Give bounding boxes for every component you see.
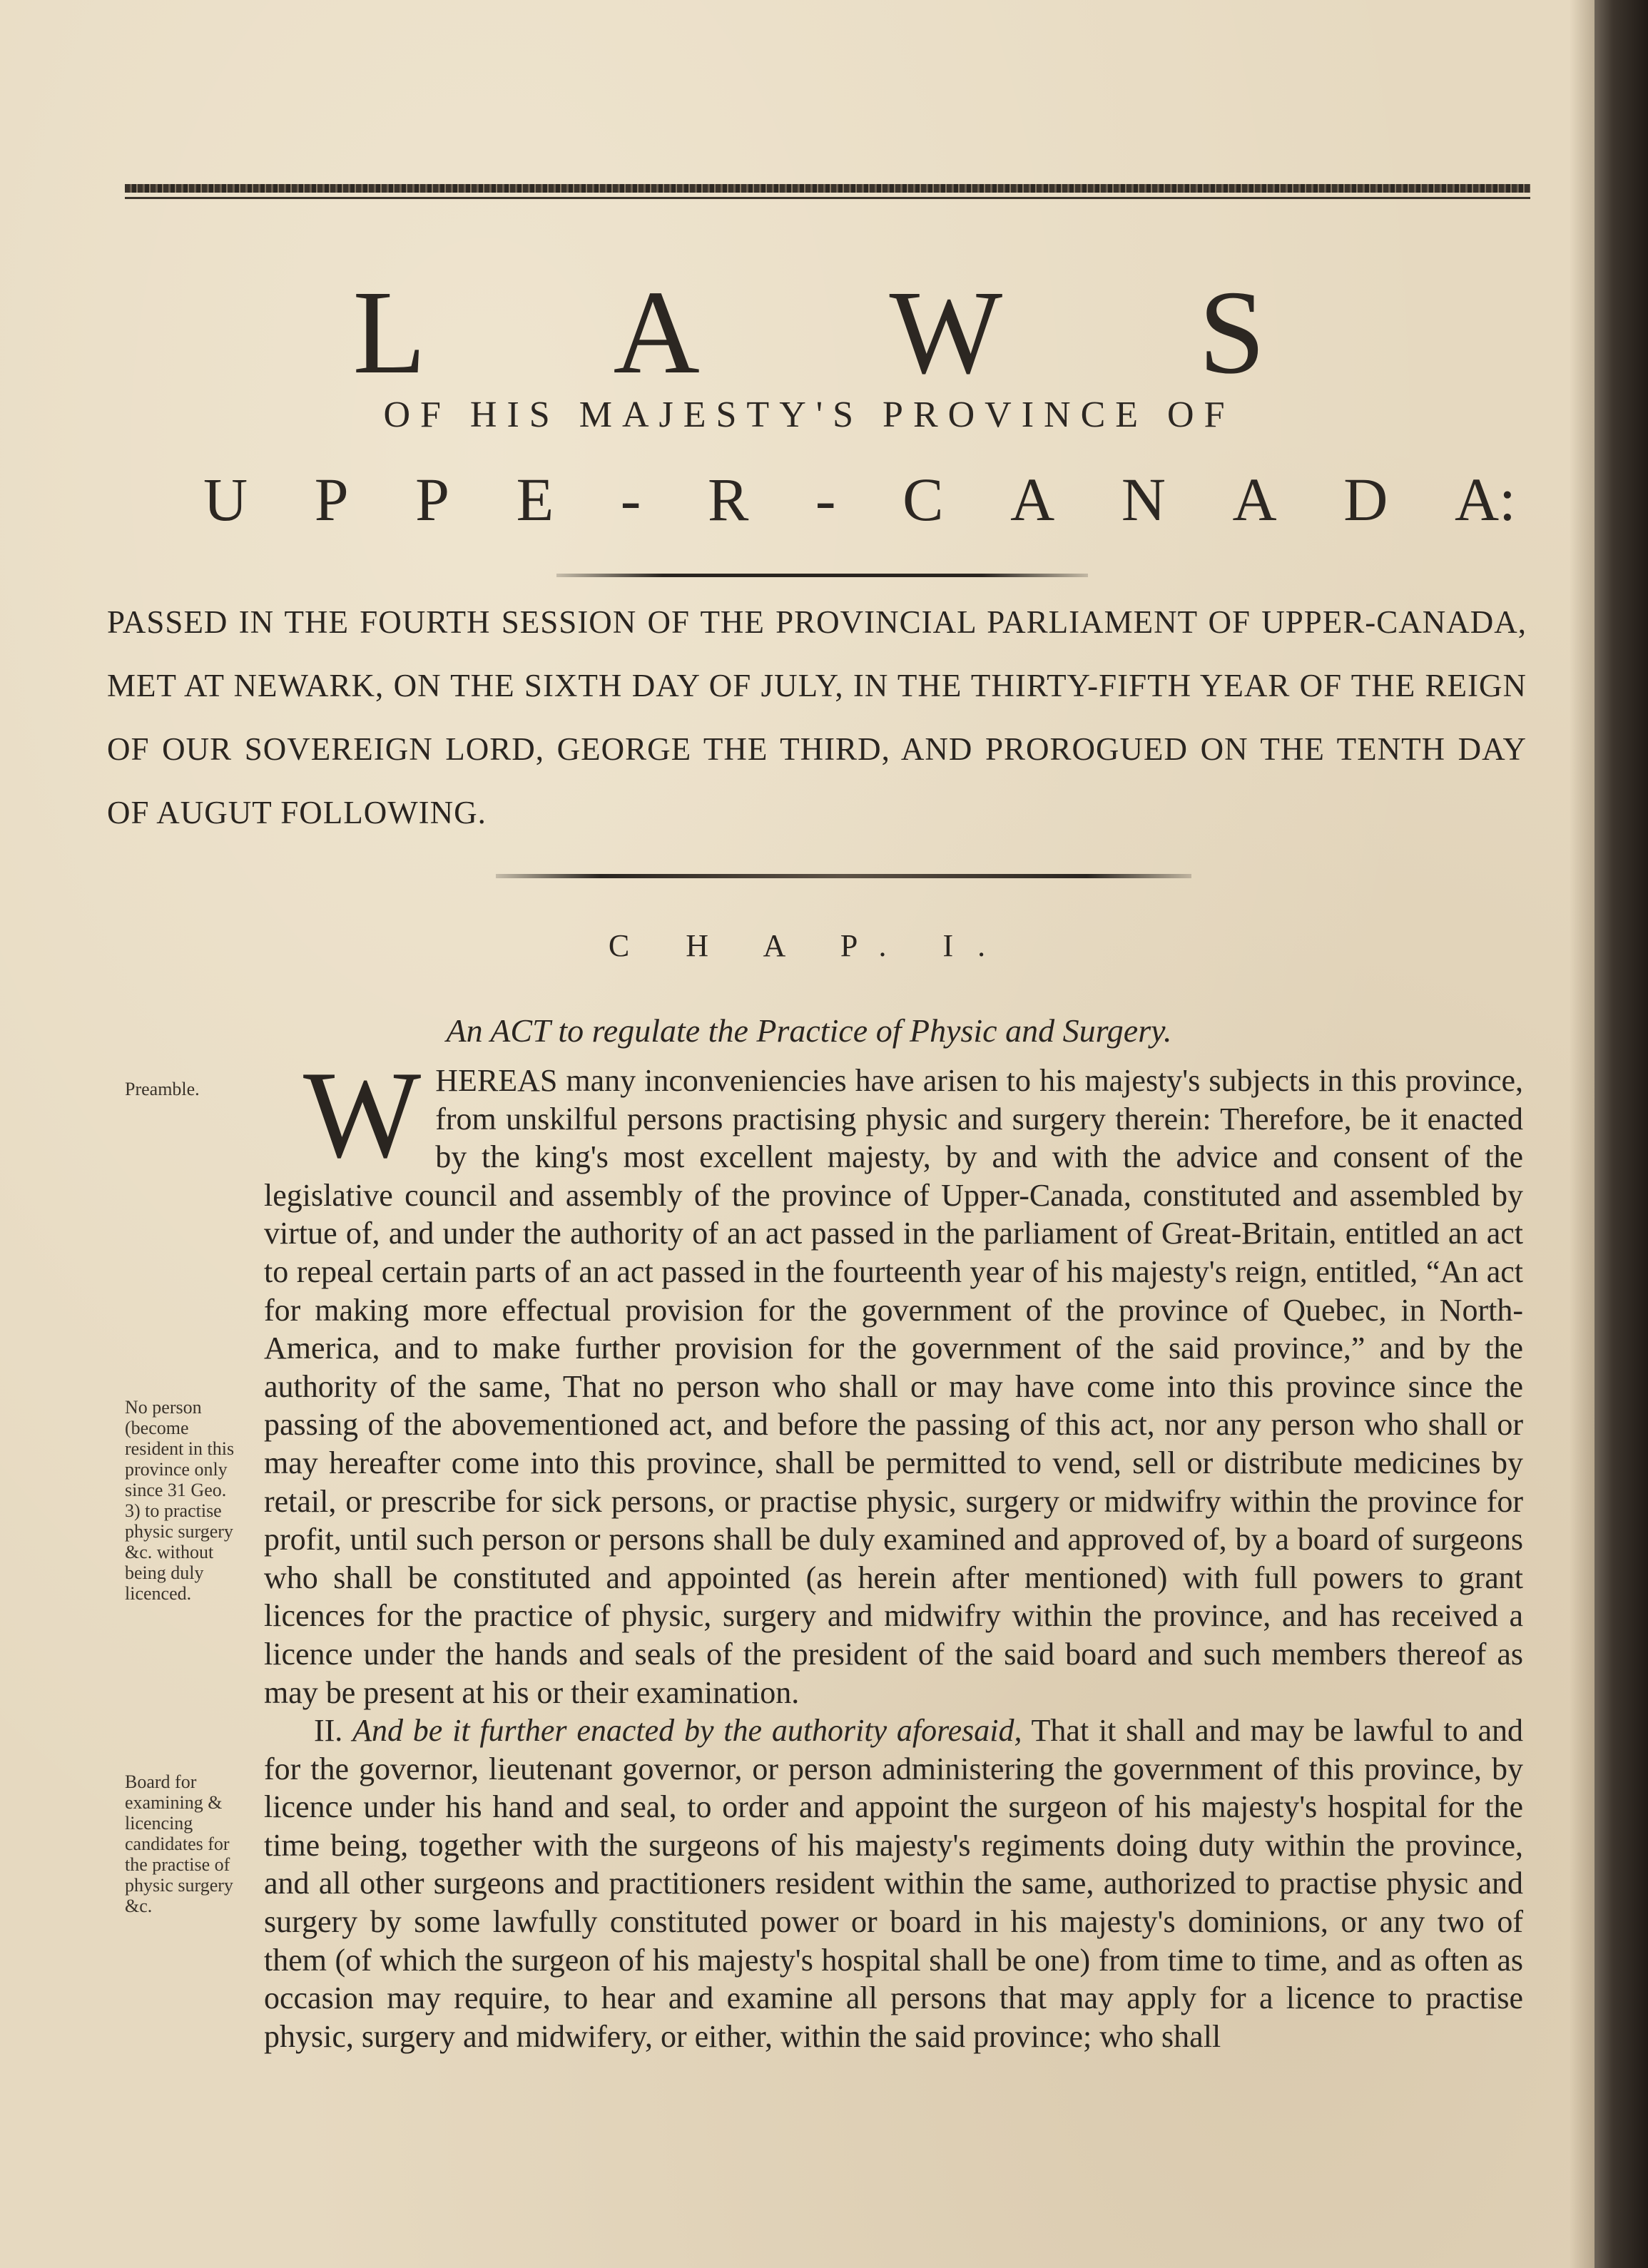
document-subtitle: OF HIS MAJESTY'S PROVINCE OF [383,395,1235,435]
margin-note-preamble: Preamble. [125,1079,200,1099]
section-2-lead: And be it further enacted by the authority aforesaid, [352,1713,1022,1749]
chapter-heading: C H A P. I. [608,928,1010,963]
section-2-number: II. [314,1713,343,1749]
margin-note-no-person: No person (become resident in this province only since 31 Geo. 3) to practise physic surgery &c. without being duly licenced. [125,1397,235,1604]
margin-note-board: Board for examining & licencing candidates for the practise of physic surgery &c. [125,1771,233,1916]
section-2 [264,1712,1523,2055]
ornamental-rule-top [125,184,1530,193]
province-letter: E [516,465,554,534]
dropcap: W [303,1045,422,1184]
rule-divider [496,874,1191,878]
province-letter: U [203,465,248,534]
section-2-text: That it shall and may be lawful to and for the governor, lieutenant governor, or person administering the government of this province, by licence under his hand and seal, to order and appoint the surgeon of his majesty's hospital for the time being, together with the surgeons of his majesty's regiments doing duty within the province, and all other surgeons and practitioners resident within the same, authorized to practise physic and surgery by some lawfully constituted power or board in his majesty's dominions, or any two of them (of which the surgeon of his majesty's hospital shall be one) from time to time, and as often as occasion may require, to hear and examine all persons that may apply for a licence to practise physic, surgery and midwifery, or either, within the said province; who shall [264,1713,1524,2054]
province-letter: P [314,465,349,534]
rule-top [125,197,1530,199]
province-letter: - [815,465,836,534]
act-body [264,1045,1524,2055]
province-letter: R [707,465,749,534]
province-letter: C [902,465,944,534]
act-title: An ACT to regulate the Practice of Physic and Surgery. [446,1012,1172,1049]
rule-divider [556,574,1088,577]
province-letter: - [620,465,641,534]
province-name [203,464,1516,535]
book-binding [1594,0,1648,2268]
section-1-text: HEREAS many inconveniencies have arisen to his majesty's subjects in this province, from unskilful persons practising physic and surgery therein: Therefore, be it enacted by the king's most excellent majesty, by and with the advice and consent of the legislative council and assembly of the province of Upper-Canada, constituted and assembled by virtue of, and under the authority of an act passed in the parliament of Great-Britain, entitled an act to repeal certain parts of an act passed in the fourteenth year of his majesty's reign, entitled, “An act for making more effectual provision for the government of the province of Quebec, in North-America, and to make further provision for the government of the said province,” and by the authority of the same, That no person who shall or may have come into this province since the passing of the abovementioned act, and before the passing of this act, nor any person who shall or may hereafter come into this province, shall be permitted to vend, sell or distribute medicines by retail, or prescribe for sick persons, or practise physic, surgery or midwifry within the province for profit, until such person or persons shall be duly examined and approved of, by a board of surgeons who shall be constituted and appointed (as herein after mentioned) with full powers to grant licences for the practice of physic, surgery and midwifry within the province, and has received a licence under the hands and seals of the president of the said board and such members thereof as may be present at his or their examination. [264,1063,1523,1710]
province-letter: A: [1454,465,1516,534]
province-letter: A [1010,465,1055,534]
province-letter: A [1232,465,1277,534]
province-letter: D [1343,465,1388,534]
province-letter: P [415,465,449,534]
section-1 [264,1045,1523,1712]
session-statement: PASSED IN THE FOURTH SESSION OF THE PROVINCIAL PARLIAMENT OF UPPER-CANADA, MET AT NEWARK, ON THE SIXTH DAY OF JULY, IN THE THIRTY-FIFTH YEAR OF THE REIGN OF OUR SOVEREIGN LORD, GEORGE THE THIRD, AND PROROGUED ON THE TENTH DAY OF AUGUT FOLLOWING. [107,604,1527,830]
document-title: L A W S [352,266,1350,399]
province-letter: N [1121,465,1166,534]
